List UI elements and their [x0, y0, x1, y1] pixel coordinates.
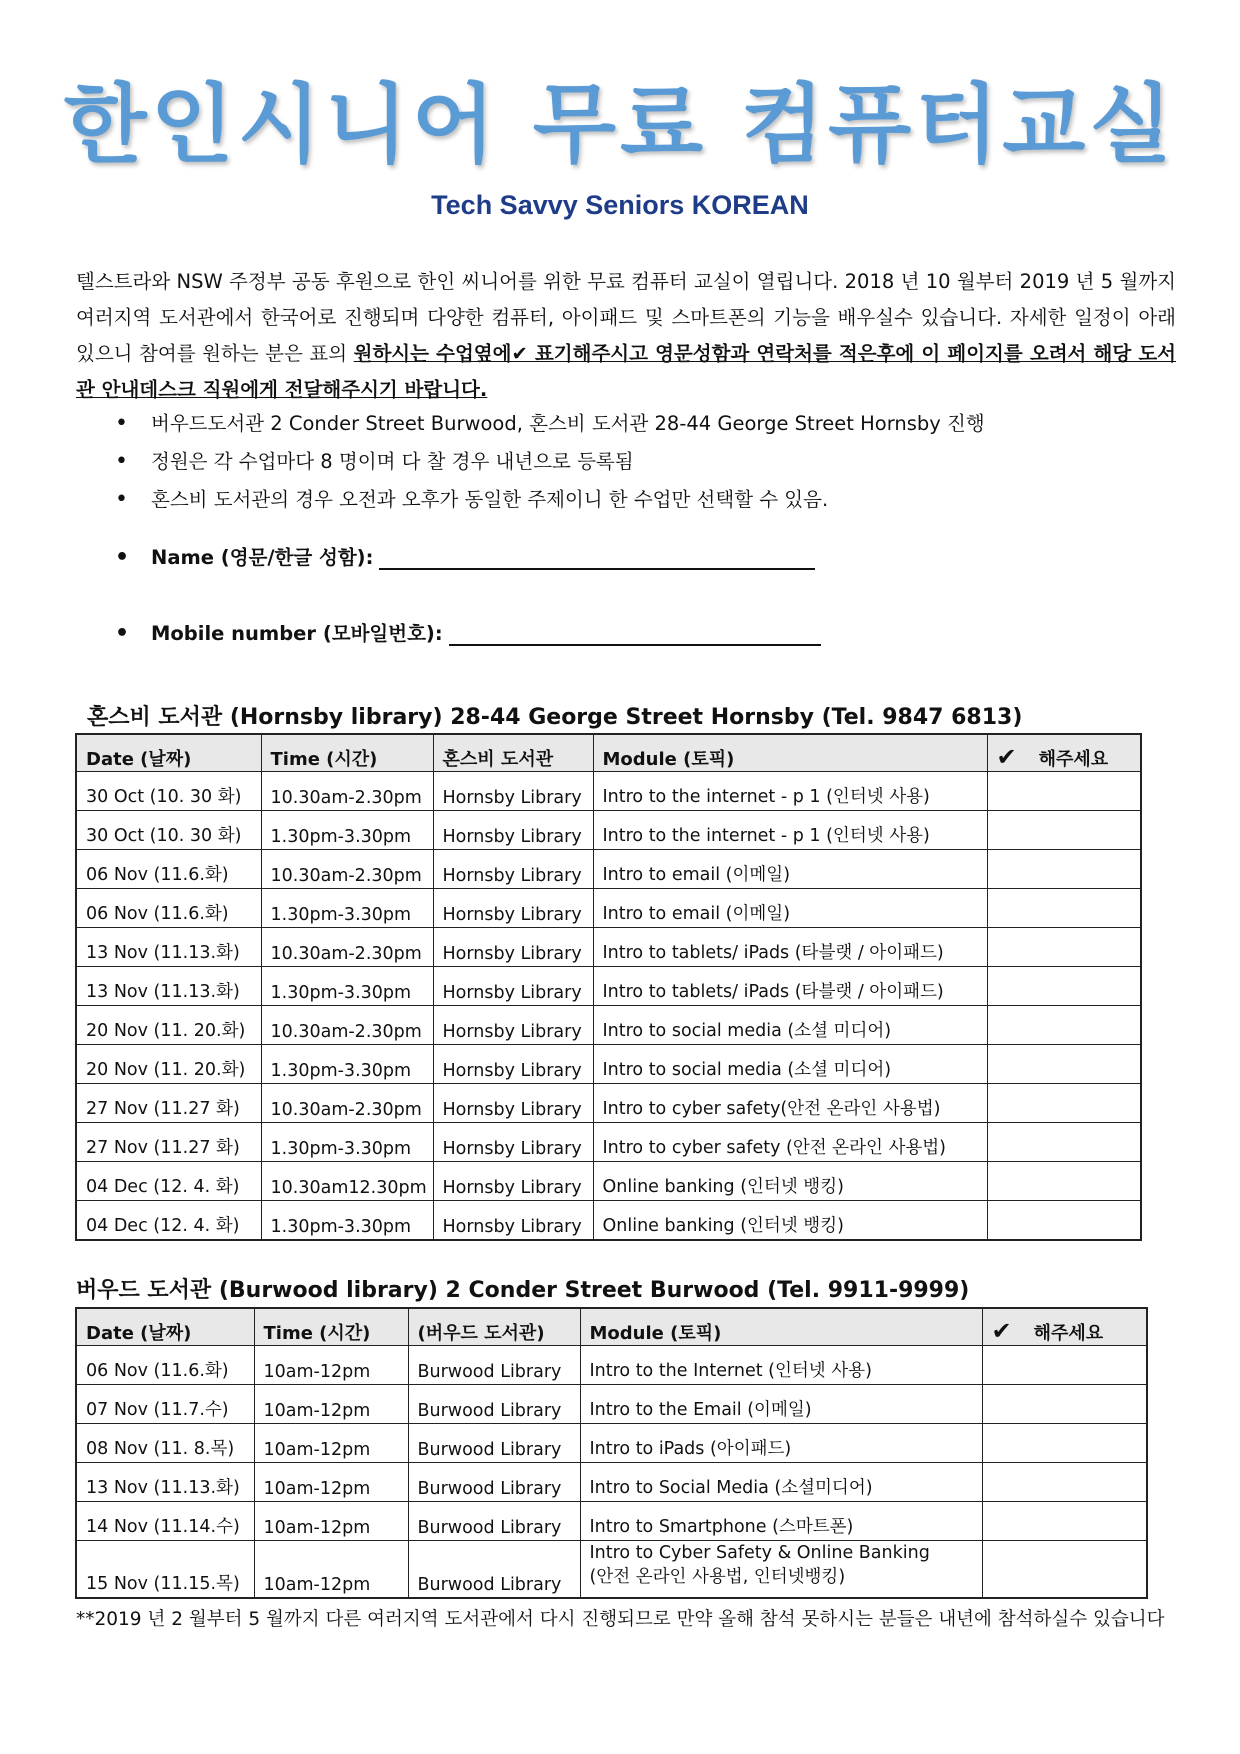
check-box-cell[interactable]: [987, 850, 1141, 889]
check-icon: ✔: [991, 1317, 1012, 1345]
table-header-row: [76, 734, 1141, 772]
library-cell: Burwood Library: [408, 1385, 580, 1424]
header-module: Module (토픽): [593, 734, 987, 772]
bullet-dot-icon: •: [115, 545, 130, 570]
date-cell: 06 Nov (11.6.화): [76, 1346, 254, 1385]
time-cell: 10am-12pm: [254, 1502, 408, 1541]
check-box-cell[interactable]: [987, 1162, 1141, 1201]
date-cell: 20 Nov (11. 20.화): [76, 1045, 261, 1084]
library-cell: Burwood Library: [408, 1346, 580, 1385]
library-cell: Hornsby Library: [433, 1201, 593, 1241]
date-cell: 14 Nov (11.14.수): [76, 1502, 254, 1541]
date-cell: 04 Dec (12. 4. 화): [76, 1162, 261, 1201]
check-box-cell[interactable]: [987, 967, 1141, 1006]
header-library: (버우드 도서관): [408, 1308, 580, 1346]
library-cell: Burwood Library: [408, 1502, 580, 1541]
time-cell: 10.30am-2.30pm: [261, 772, 433, 811]
date-cell: 13 Nov (11.13.화): [76, 928, 261, 967]
module-cell: Intro to Smartphone (스마트폰): [580, 1502, 982, 1541]
library-cell: Hornsby Library: [433, 772, 593, 811]
module-cell: Intro to email (이메일): [593, 889, 987, 928]
intro-text: 텔스트라와 NSW 주정부 공동 후원으로 한인 씨니어를 위한 무료 컴퓨터 교실이 열립니다. 2018 년 10 월부터 2019 년 5 월까지 여러지역 도서관에서 한국어로 진행되며 다양한 컴퓨터, 아이패드 및 스마트폰의 기능을 배우실수 있습니다. 자세한 일정이 아래 있으니 참여를 원하는 분은 표의: [76, 270, 1176, 365]
table-row: [76, 850, 1141, 889]
library-cell: Burwood Library: [408, 1541, 580, 1599]
table-row: [76, 1123, 1141, 1162]
page-title: 한인시니어 무료 컴퓨터교실: [63, 75, 1177, 175]
module-cell: Intro to social media (소셜 미디어): [593, 1045, 987, 1084]
table-row: [76, 1541, 1147, 1599]
table-row: [76, 967, 1141, 1006]
table-row: [76, 1346, 1147, 1385]
time-cell: 1.30pm-3.30pm: [261, 967, 433, 1006]
bullet-text: 버우드도서관 2 Conder Street Burwood, 혼스비 도서관 28-44 George Street Hornsby 진행: [151, 412, 985, 435]
module-cell: Intro to the Internet (인터넷 사용): [580, 1346, 982, 1385]
time-cell: 10am-12pm: [254, 1463, 408, 1502]
check-box-cell[interactable]: [982, 1424, 1147, 1463]
table-row: [76, 928, 1141, 967]
time-cell: 1.30pm-3.30pm: [261, 1201, 433, 1241]
table-row: [76, 811, 1141, 850]
module-cell: Intro to the Email (이메일): [580, 1385, 982, 1424]
header-module: Module (토픽): [580, 1308, 982, 1346]
check-box-cell[interactable]: [982, 1502, 1147, 1541]
module-cell: Intro to email (이메일): [593, 850, 987, 889]
library-cell: Hornsby Library: [433, 1123, 593, 1162]
check-box-cell[interactable]: [987, 1084, 1141, 1123]
time-cell: 1.30pm-3.30pm: [261, 1045, 433, 1084]
page-subtitle: Tech Savvy Seniors KOREAN: [431, 190, 809, 220]
header-check-label: 해주세요: [1038, 749, 1109, 770]
header-time: Time (시간): [261, 734, 433, 772]
intro-paragraph: [76, 264, 1176, 408]
library-cell: Hornsby Library: [433, 811, 593, 850]
header-date: Date (날짜): [76, 1308, 254, 1346]
table-row: [76, 1385, 1147, 1424]
table-row: [76, 1006, 1141, 1045]
burwood-section-title: 버우드 도서관 (Burwood library) 2 Conder Street Burwood (Tel. 9911-9999): [76, 1278, 970, 1303]
check-icon: ✔: [996, 743, 1017, 771]
header-check-label: 해주세요: [1033, 1323, 1104, 1344]
hornsby-schedule-table: [75, 733, 1142, 1241]
bullet-item: [115, 408, 985, 436]
library-cell: Burwood Library: [408, 1424, 580, 1463]
bullet-text: 혼스비 도서관의 경우 오전과 오후가 동일한 주제이니 한 수업만 선택할 수 있음.: [151, 488, 829, 511]
table-row: [76, 1084, 1141, 1123]
mobile-field[interactable]: [449, 622, 821, 646]
header-date: Date (날짜): [76, 734, 261, 772]
name-field-row: [115, 542, 815, 570]
mobile-field-row: [115, 618, 821, 646]
time-cell: 10am-12pm: [254, 1424, 408, 1463]
time-cell: 10am-12pm: [254, 1385, 408, 1424]
time-cell: 1.30pm-3.30pm: [261, 889, 433, 928]
time-cell: 10.30am-2.30pm: [261, 1084, 433, 1123]
check-box-cell[interactable]: [982, 1541, 1147, 1599]
date-cell: 27 Nov (11.27 화): [76, 1084, 261, 1123]
module-cell: Intro to Cyber Safety & Online Banking (안전 온라인 사용법, 인터넷뱅킹): [580, 1541, 982, 1599]
date-cell: 04 Dec (12. 4. 화): [76, 1201, 261, 1241]
date-cell: 06 Nov (11.6.화): [76, 889, 261, 928]
bullet-dot-icon: •: [115, 449, 128, 474]
library-cell: Hornsby Library: [433, 1045, 593, 1084]
module-cell: Online banking (인터넷 뱅킹): [593, 1201, 987, 1241]
name-field[interactable]: [379, 546, 815, 570]
date-cell: 13 Nov (11.13.화): [76, 967, 261, 1006]
bullet-item: [115, 446, 634, 474]
time-cell: 10am-12pm: [254, 1346, 408, 1385]
library-cell: Hornsby Library: [433, 889, 593, 928]
table-row: [76, 1463, 1147, 1502]
module-cell: Intro to the internet - p 1 (인터넷 사용): [593, 811, 987, 850]
burwood-schedule-table: [75, 1307, 1148, 1599]
bullet-dot-icon: •: [115, 411, 128, 436]
module-cell: Intro to iPads (아이패드): [580, 1424, 982, 1463]
date-cell: 30 Oct (10. 30 화): [76, 772, 261, 811]
date-cell: 30 Oct (10. 30 화): [76, 811, 261, 850]
module-cell: Intro to the internet - p 1 (인터넷 사용): [593, 772, 987, 811]
bullet-dot-icon: •: [115, 621, 130, 646]
library-cell: Hornsby Library: [433, 850, 593, 889]
time-cell: 10am-12pm: [254, 1541, 408, 1599]
time-cell: 10.30am12.30pm: [261, 1162, 433, 1201]
library-cell: Hornsby Library: [433, 1162, 593, 1201]
table-header-row: [76, 1308, 1147, 1346]
module-cell: Intro to cyber safety(안전 온라인 사용법): [593, 1084, 987, 1123]
module-cell: Intro to tablets/ iPads (타블랫 / 아이패드): [593, 928, 987, 967]
time-cell: 10.30am-2.30pm: [261, 1006, 433, 1045]
bullet-text: 정원은 각 수업마다 8 명이며 다 찰 경우 내년으로 등록됨: [151, 450, 634, 473]
table-row: [76, 1201, 1141, 1241]
module-cell: Online banking (인터넷 뱅킹): [593, 1162, 987, 1201]
module-cell: Intro to Social Media (소셜미디어): [580, 1463, 982, 1502]
mobile-field-label: Mobile number (모바일번호):: [151, 622, 443, 645]
check-box-cell[interactable]: [987, 1201, 1141, 1241]
date-cell: 07 Nov (11.7.수): [76, 1385, 254, 1424]
intro-instruction: 원하시는 수업옆에✔ 표기해주시고 영문성함과 연락처를 적은후에 이 페이지를 오려서 해당 도서관 안내데스크 직원에게 전달해주시기 바랍니다.: [76, 342, 1176, 401]
time-cell: 1.30pm-3.30pm: [261, 1123, 433, 1162]
library-cell: Hornsby Library: [433, 1084, 593, 1123]
time-cell: 1.30pm-3.30pm: [261, 811, 433, 850]
check-box-cell[interactable]: [982, 1346, 1147, 1385]
library-cell: Hornsby Library: [433, 1006, 593, 1045]
table-row: [76, 889, 1141, 928]
check-box-cell[interactable]: [987, 1045, 1141, 1084]
check-box-cell[interactable]: [987, 811, 1141, 850]
bullet-item: [115, 484, 828, 512]
header-check: [987, 734, 1141, 772]
name-field-label: Name (영문/한글 성함):: [151, 546, 374, 569]
time-cell: 10.30am-2.30pm: [261, 928, 433, 967]
check-box-cell[interactable]: [987, 1006, 1141, 1045]
date-cell: 20 Nov (11. 20.화): [76, 1006, 261, 1045]
table-row: [76, 1162, 1141, 1201]
footnote: **2019 년 2 월부터 5 월까지 다른 여러지역 도서관에서 다시 진행되므로 만약 올해 참석 못하시는 분들은 내년에 참석하실수 있습니다: [76, 1609, 1165, 1630]
header-library: 혼스비 도서관: [433, 734, 593, 772]
module-cell: Intro to cyber safety (안전 온라인 사용법): [593, 1123, 987, 1162]
check-box-cell[interactable]: [987, 928, 1141, 967]
module-cell: Intro to social media (소셜 미디어): [593, 1006, 987, 1045]
time-cell: 10.30am-2.30pm: [261, 850, 433, 889]
check-box-cell[interactable]: [987, 772, 1141, 811]
table-row: [76, 1502, 1147, 1541]
header-check: [982, 1308, 1147, 1346]
bullet-dot-icon: •: [115, 487, 128, 512]
table-row: [76, 1045, 1141, 1084]
date-cell: 27 Nov (11.27 화): [76, 1123, 261, 1162]
table-row: [76, 1424, 1147, 1463]
table-row: [76, 772, 1141, 811]
library-cell: Hornsby Library: [433, 928, 593, 967]
library-cell: Hornsby Library: [433, 967, 593, 1006]
header-time: Time (시간): [254, 1308, 408, 1346]
library-cell: Burwood Library: [408, 1463, 580, 1502]
date-cell: 08 Nov (11. 8.목): [76, 1424, 254, 1463]
module-cell: Intro to tablets/ iPads (타블랫 / 아이패드): [593, 967, 987, 1006]
check-box-cell[interactable]: [987, 889, 1141, 928]
date-cell: 13 Nov (11.13.화): [76, 1463, 254, 1502]
check-box-cell[interactable]: [982, 1385, 1147, 1424]
date-cell: 15 Nov (11.15.목): [76, 1541, 254, 1599]
date-cell: 06 Nov (11.6.화): [76, 850, 261, 889]
check-box-cell[interactable]: [987, 1123, 1141, 1162]
hornsby-section-title: 혼스비 도서관 (Hornsby library) 28-44 George Street Hornsby (Tel. 9847 6813): [87, 705, 1023, 730]
check-box-cell[interactable]: [982, 1463, 1147, 1502]
